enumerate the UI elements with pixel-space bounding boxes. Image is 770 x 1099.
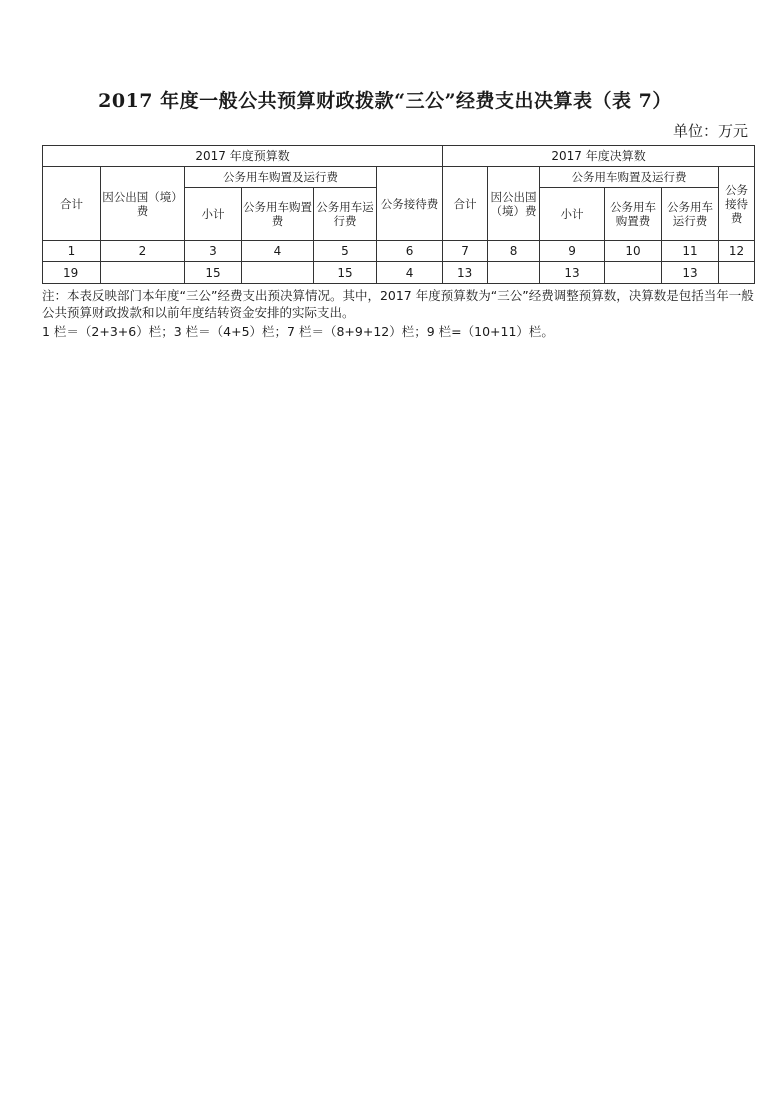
value-final-reception [719, 262, 755, 284]
value-final-vehicle-purchase [605, 262, 662, 284]
column-number: 7 [443, 241, 488, 262]
header-final-total: 合计 [443, 167, 488, 241]
header-vehicle-operation: 公务用车运行费 [314, 188, 377, 241]
value-budget-abroad [101, 262, 185, 284]
header-reception: 公务接待费 [377, 167, 443, 241]
value-final-subtotal: 13 [540, 262, 605, 284]
header-vehicle-purchase: 公务用车购置费 [242, 188, 314, 241]
column-number-row [43, 241, 755, 262]
value-final-total: 13 [443, 262, 488, 284]
column-number: 2 [101, 241, 185, 262]
header-final-vehicle-operation: 公务用车运行费 [662, 188, 719, 241]
column-number: 4 [242, 241, 314, 262]
column-number: 10 [605, 241, 662, 262]
value-budget-total: 19 [43, 262, 101, 284]
value-budget-subtotal: 15 [185, 262, 242, 284]
column-number: 11 [662, 241, 719, 262]
header-abroad: 因公出国（境）费 [101, 167, 185, 241]
column-number: 1 [43, 241, 101, 262]
column-number: 3 [185, 241, 242, 262]
page-title: 2017 年度一般公共预算财政拨款“三公”经费支出决算表（表 7） [98, 90, 672, 112]
value-row [43, 262, 755, 284]
column-number: 5 [314, 241, 377, 262]
header-final-vehicle-group: 公务用车购置及运行费 [540, 167, 719, 188]
header-final-reception: 公务接待费 [719, 167, 755, 241]
value-budget-vehicle-purchase [242, 262, 314, 284]
header-final-abroad: 因公出国（境）费 [488, 167, 540, 241]
header-subtotal: 小计 [185, 188, 242, 241]
note-text: 注：本表反映部门本年度“三公”经费支出预决算情况。其中，2017 年度预算数为“三公”经费调整预算数，决算数是包括当年一般公共预算财政拨款和以前年度结转资金安排的实际支出。 [42, 288, 754, 320]
column-number: 9 [540, 241, 605, 262]
value-budget-vehicle-operation: 15 [314, 262, 377, 284]
column-number: 8 [488, 241, 540, 262]
three-public-expenses-table [42, 145, 755, 284]
unit-label: 单位：万元 [672, 122, 748, 140]
value-final-vehicle-operation: 13 [662, 262, 719, 284]
column-number: 12 [719, 241, 755, 262]
budget-group-header: 2017 年度预算数 [43, 146, 443, 167]
column-number: 6 [377, 241, 443, 262]
value-budget-reception: 4 [377, 262, 443, 284]
final-group-header: 2017 年度决算数 [443, 146, 755, 167]
note-formula: 1 栏＝（2+3+6）栏；3 栏＝（4+5）栏；7 栏＝（8+9+12）栏；9 栏=（10+11）栏。 [42, 324, 554, 339]
value-final-abroad [488, 262, 540, 284]
header-final-vehicle-purchase: 公务用车购置费 [605, 188, 662, 241]
table-note [42, 287, 757, 340]
header-vehicle-group: 公务用车购置及运行费 [185, 167, 377, 188]
header-total: 合计 [43, 167, 101, 241]
header-final-subtotal: 小计 [540, 188, 605, 241]
